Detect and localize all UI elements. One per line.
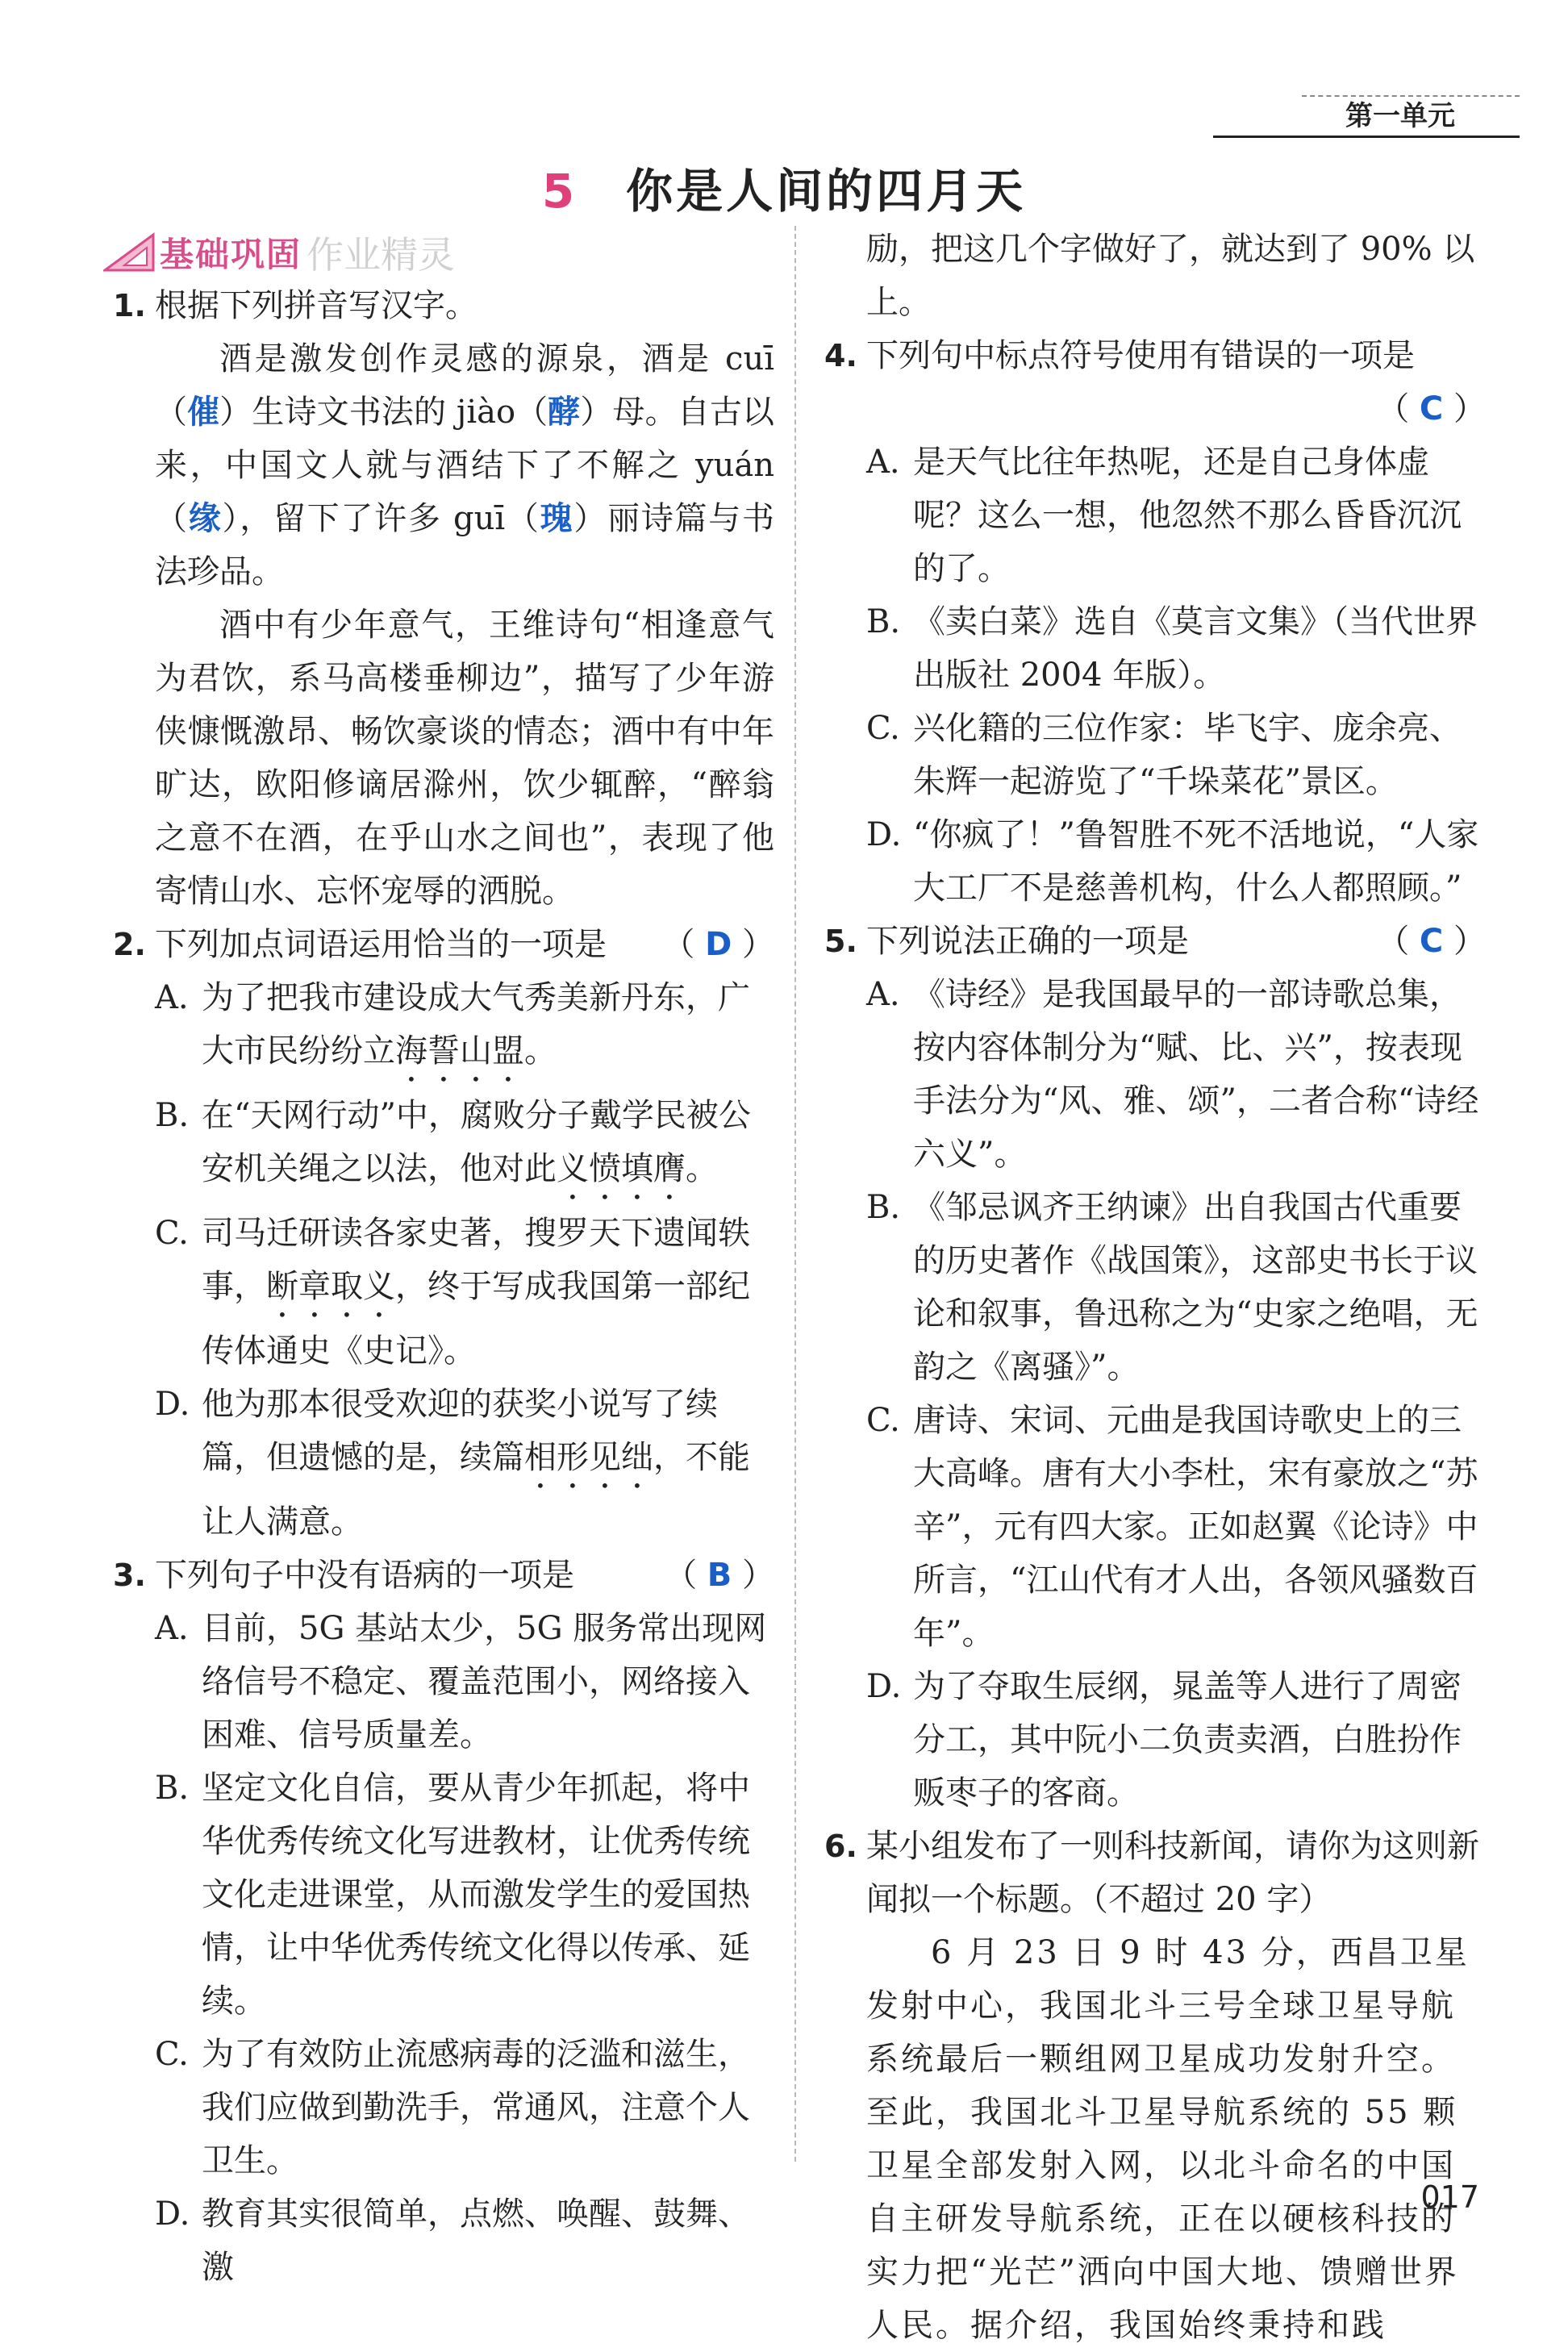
question-6 bbox=[824, 1820, 1486, 1926]
option-b: B. 《卖白菜》选自《莫言文集》（当代世界出版社 2004 年版）。 bbox=[866, 603, 1478, 694]
option-b: B. 坚定文化自信，要从青少年抓起，将中华优秀传统文化写进教材，让优秀传统文化走进课堂，从而激发学生的爱国热情，让中华优秀传统文化得以传承、延续。 bbox=[155, 1770, 750, 2020]
answer-letter: C bbox=[1419, 923, 1444, 960]
stem-text: 下列说法正确的一项是 bbox=[866, 923, 1189, 960]
question-1 bbox=[113, 279, 774, 332]
answer-letter: B bbox=[707, 1557, 732, 1594]
text: 《卖白菜》选自《莫言文集》（当代世界出版社 2004 年版）。 bbox=[913, 603, 1478, 694]
right-column bbox=[824, 223, 1486, 2352]
option-d: D. “你疯了！”鲁智胜不死不活地说，“人家大工厂不是慈善机构，什么人都照顾。” bbox=[866, 816, 1479, 907]
fill-answer: 缘 bbox=[188, 499, 223, 537]
question-stem: 下列句中标点符号使用有错误的一项是 bbox=[866, 337, 1415, 374]
option-c: C. 唐诗、宋词、元曲是我国诗歌史上的三大高峰。唐有大小李杜，宋有豪放之“苏辛”，元有四大家。正如赵翼《论诗》中所言，“江山代有才人出，各领风骚数百年”。 bbox=[866, 1402, 1478, 1652]
text: （ bbox=[155, 394, 188, 431]
watermark: 作业精灵 bbox=[307, 233, 456, 277]
question-4 bbox=[824, 329, 1486, 382]
option-c: C. 司马迁研读各家史著，搜罗天下遗闻轶事，断章取义，终于写成我国第一部纪传体通史《史记》。 bbox=[155, 1215, 750, 1370]
section-label: 基础巩固 bbox=[160, 235, 302, 274]
question-5 bbox=[824, 915, 1486, 968]
text: “你疯了！”鲁智胜不死不活地说，“人家大工厂不是慈善机构，什么人都照顾。” bbox=[913, 816, 1479, 907]
text: 在“天网行动”中，腐败分子戴学民被公安机关绳之以法，他对此 bbox=[202, 1097, 751, 1187]
text: ），留下了许多 guī（ bbox=[222, 500, 540, 537]
fill-answer: 酵 bbox=[548, 393, 581, 431]
option-d: D. 教育其实很简单，点燃、唤醒、鼓舞、激 bbox=[155, 2196, 750, 2286]
text: ）母。自古以来，中国文人就与酒结下了不解之 yuán（ bbox=[155, 394, 775, 537]
question-number: 2. bbox=[113, 927, 146, 962]
text: 酒是激发创作灵感的源泉，酒是 cuī bbox=[219, 340, 774, 377]
dotted-word: 相形见绌 bbox=[524, 1439, 653, 1476]
option-c: C. 为了有效防止流感病毒的泛滥和滋生，我们应做到勤洗手，常通风，注意个人卫生。 bbox=[155, 2036, 750, 2179]
lesson-title bbox=[0, 153, 1568, 221]
question-number: 1. bbox=[113, 288, 146, 323]
unit-header bbox=[1213, 95, 1520, 138]
question-stem bbox=[155, 918, 774, 971]
text: 唐诗、宋词、元曲是我国诗歌史上的三大高峰。唐有大小李杜，宋有豪放之“苏辛”，元有四大家。正如赵翼《论诗》中所言，“江山代有才人出，各领风骚数百年”。 bbox=[913, 1402, 1478, 1652]
column-divider bbox=[794, 226, 796, 2162]
option-c: C. 兴化籍的三位作家：毕飞宇、庞余亮、朱辉一起游览了“千垛菜花”景区。 bbox=[866, 710, 1462, 800]
news-passage: 6 月 23 日 9 时 43 分，西昌卫星发射中心，我国北斗三号全球卫星导航系统最后一颗组网卫星成功发射升空。至此，我国北斗卫星导航系统的 55 颗卫星全部发射入网，以北斗命名的中国自主研发导航系统，正在以硬核科技的实力把“光芒”洒向中国大地、馈赠世界人民。据介绍，我国始终秉持和践 bbox=[866, 1934, 1470, 2344]
left-column bbox=[113, 223, 774, 2294]
text: 为了有效防止流感病毒的泛滥和滋生，我们应做到勤洗手，常通风，注意个人卫生。 bbox=[202, 2036, 750, 2179]
lesson-title-text: 你是人间的四月天 bbox=[626, 164, 1027, 219]
text: 坚定文化自信，要从青少年抓起，将中华优秀传统文化写进教材，让优秀传统文化走进课堂，从而激发学生的爱国热情，让中华优秀传统文化得以传承、延续。 bbox=[202, 1770, 750, 2020]
fill-answer: 瑰 bbox=[540, 499, 574, 537]
text: 司马迁研读各家史著，搜罗天下遗闻轶事， bbox=[202, 1215, 750, 1305]
fill-answer: 催 bbox=[187, 393, 220, 431]
text: 为了把我市建设成大气秀美新丹东，广大市民纷纷立 bbox=[202, 979, 750, 1070]
text: 是天气比往年热呢，还是自己身体虚呢？这么一想，他忽然不那么昏昏沉沉的了。 bbox=[913, 444, 1462, 587]
question-3 bbox=[113, 1549, 774, 1602]
text: 《邹忌讽齐王纳谏》出自我国古代重要的历史著作《战国策》，这部史书长于议论和叙事，鲁迅称之为“史家之绝唱，无韵之《离骚》”。 bbox=[913, 1189, 1478, 1386]
lesson-number: 5 bbox=[541, 164, 578, 219]
question-number: 3. bbox=[113, 1558, 146, 1593]
question-number: 6. bbox=[824, 1829, 857, 1864]
option-d-continued: 励，把这几个字做好了，就达到了 90% 以上。 bbox=[866, 231, 1475, 321]
option-a: A. 是天气比往年热呢，还是自己身体虚呢？这么一想，他忽然不那么昏昏沉沉的了。 bbox=[866, 444, 1462, 587]
q1-passage-2: 酒中有少年意气，王维诗句“相逢意气为君饮，系马高楼垂柳边”，描写了少年游侠慷慨激昂、畅饮豪谈的情态；酒中有中年旷达，欧阳修谪居滁州，饮少辄醉，“醉翁之意不在酒，在乎山水之间也”，表现了他寄情山水、忘怀宠辱的洒脱。 bbox=[155, 607, 774, 910]
text: ）丽诗篇与书法珍品。 bbox=[155, 500, 775, 590]
answer-letter: C bbox=[1419, 390, 1444, 427]
text: 兴化籍的三位作家：毕飞宇、庞余亮、朱辉一起游览了“千垛菜花”景区。 bbox=[913, 710, 1462, 800]
answer-box: （ C ） bbox=[1377, 390, 1486, 427]
option-d: D. 他为那本很受欢迎的获奖小说写了续篇，但遗憾的是，续篇相形见绌，不能让人满意。 bbox=[155, 1386, 750, 1541]
option-d: D. 为了夺取生辰纲，晁盖等人进行了周密分工，其中阮小二负责卖酒，白胜扮作贩枣子的客商。 bbox=[866, 1668, 1462, 1812]
option-a: A. 目前，5G 基站太少，5G 服务常出现网络信号不稳定、覆盖范围小，网络接入困难、信号质量差。 bbox=[155, 1610, 767, 1754]
question-number: 5. bbox=[824, 924, 857, 959]
stem-text: 下列句子中没有语病的一项是 bbox=[155, 1557, 574, 1594]
text: 他为那本很受欢迎的获奖小说写了续篇，但遗憾的是，续篇 bbox=[202, 1386, 718, 1476]
question-stem bbox=[155, 1549, 774, 1602]
header-rule bbox=[1213, 136, 1520, 138]
dotted-word: 义愤填膺 bbox=[557, 1150, 686, 1187]
option-a: A. 为了把我市建设成大气秀美新丹东，广大市民纷纷立海誓山盟。 bbox=[155, 979, 750, 1070]
question-number: 4. bbox=[824, 338, 857, 373]
q1-passage-1 bbox=[113, 332, 774, 598]
text: ）生诗文书法的 jiào（ bbox=[219, 394, 548, 431]
text: ，不能让人满意。 bbox=[202, 1439, 750, 1541]
answer-row bbox=[824, 382, 1486, 436]
answer-box: （ B ） bbox=[665, 1557, 774, 1594]
option-a: A. 《诗经》是我国最早的一部诗歌总集，按内容体制分为“赋、比、兴”，按表现手法分为“风、雅、颂”，二者合称“诗经六义”。 bbox=[866, 976, 1479, 1173]
page-number: 017 bbox=[1420, 2179, 1479, 2215]
text: 《诗经》是我国最早的一部诗歌总集，按内容体制分为“赋、比、兴”，按表现手法分为“风、雅、颂”，二者合称“诗经六义”。 bbox=[913, 976, 1479, 1173]
option-b: B. 在“天网行动”中，腐败分子戴学民被公安机关绳之以法，他对此义愤填膺。 bbox=[155, 1097, 751, 1187]
question-stem bbox=[866, 915, 1486, 968]
option-b: B. 《邹忌讽齐王纳谏》出自我国古代重要的历史著作《战国策》，这部史书长于议论和叙事，鲁迅称之为“史家之绝唱，无韵之《离骚》”。 bbox=[866, 1189, 1478, 1386]
text: 教育其实很简单，点燃、唤醒、鼓舞、激 bbox=[202, 2196, 750, 2286]
stem-text: 下列加点词语运用恰当的一项是 bbox=[155, 926, 607, 963]
text: 。 bbox=[524, 1032, 557, 1070]
dotted-word: 海誓山盟 bbox=[395, 1032, 524, 1070]
text: ，终于写成我国第一部纪传体通史《史记》。 bbox=[202, 1268, 750, 1370]
question-stem: 某小组发布了一则科技新闻，请你为这则新闻拟一个标题。（不超过 20 字） bbox=[866, 1828, 1479, 1918]
question-2 bbox=[113, 918, 774, 971]
text: 为了夺取生辰纲，晁盖等人进行了周密分工，其中阮小二负责卖酒，白胜扮作贩枣子的客商。 bbox=[913, 1668, 1462, 1812]
unit-label: 第一单元 bbox=[1345, 100, 1455, 132]
answer-box: （ C ） bbox=[1377, 923, 1486, 960]
question-stem: 根据下列拼音写汉字。 bbox=[155, 287, 477, 324]
answer-box: （ D ） bbox=[662, 926, 774, 963]
answer-letter: D bbox=[705, 926, 732, 963]
dotted-word: 断章取义 bbox=[266, 1268, 395, 1305]
text: 。 bbox=[686, 1150, 718, 1187]
text: 目前，5G 基站太少，5G 服务常出现网络信号不稳定、覆盖范围小，网络接入困难、信号质量差。 bbox=[202, 1610, 767, 1754]
